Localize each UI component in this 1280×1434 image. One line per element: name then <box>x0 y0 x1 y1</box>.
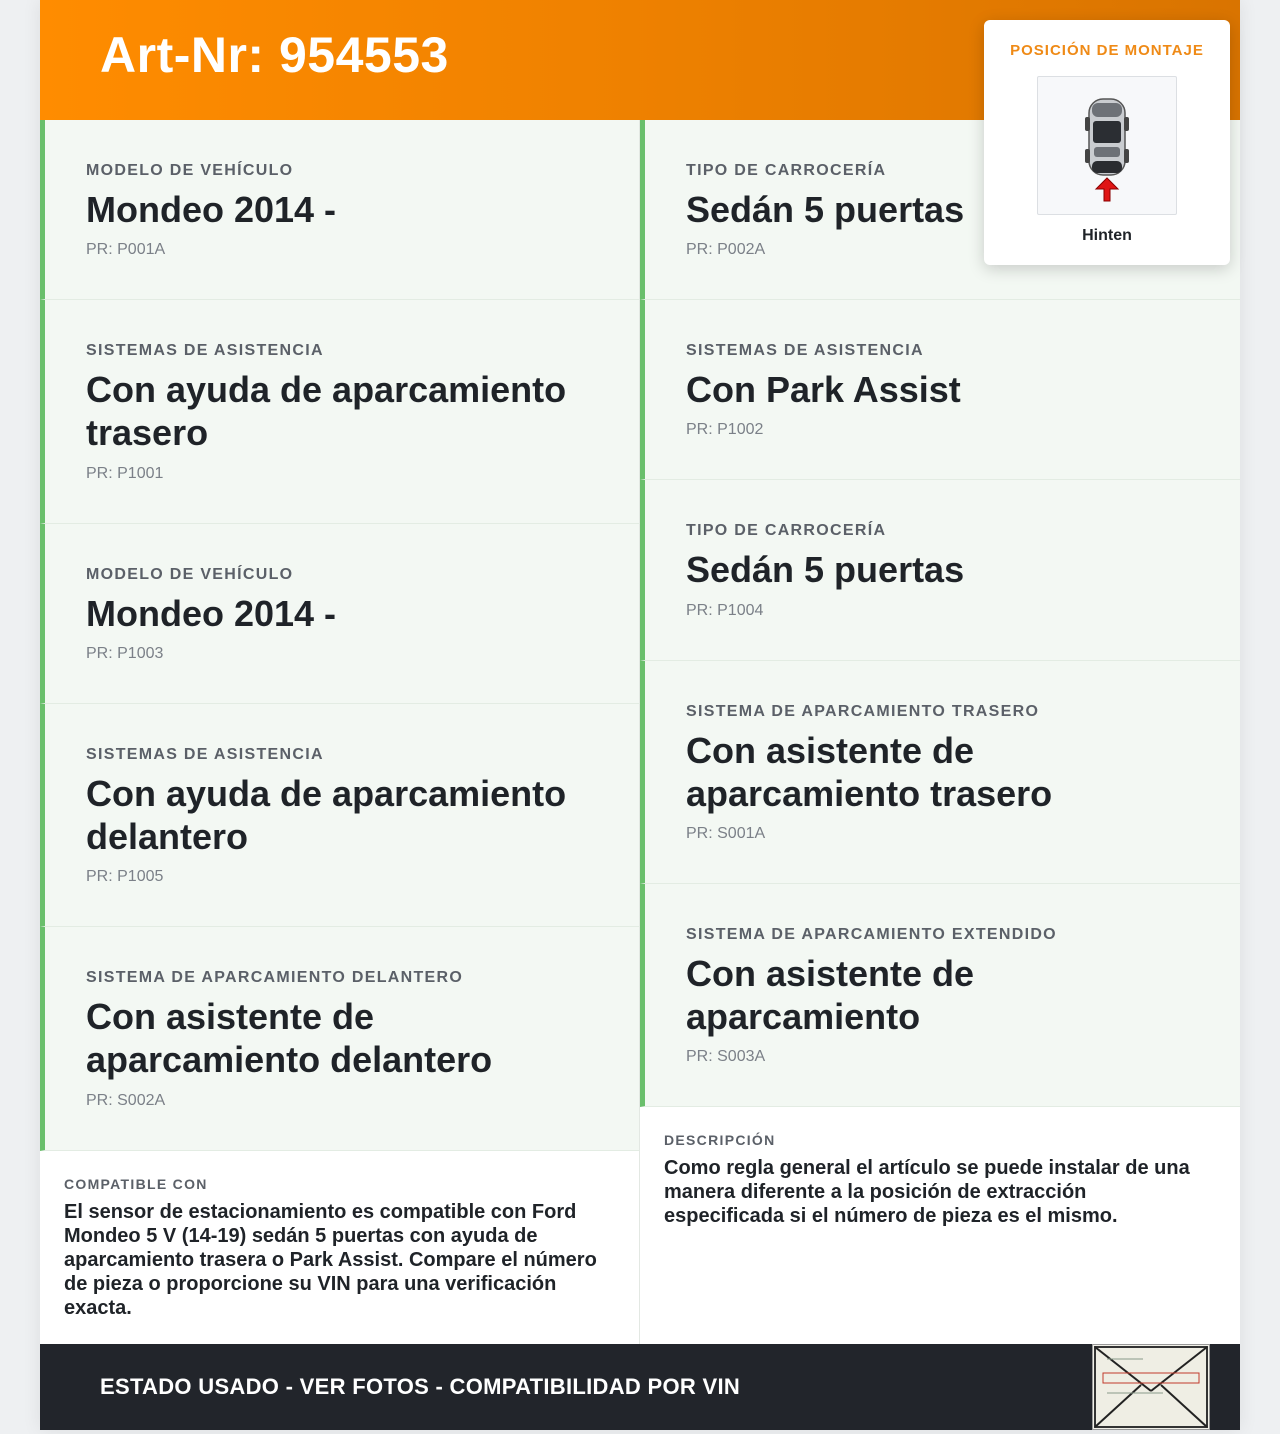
mounting-position-card <box>984 20 1230 265</box>
attribute-value: Mondeo 2014 - <box>86 593 337 634</box>
article-number-title: Art-Nr: 954553 <box>100 27 449 83</box>
attribute-value: Sedán 5 puertas <box>686 189 965 230</box>
attribute-label: SISTEMA DE APARCAMIENTO DELANTERO <box>86 969 464 986</box>
envelope-stamp-icon <box>1092 1344 1210 1430</box>
attribute-cell <box>40 300 640 524</box>
attribute-value: Mondeo 2014 - <box>86 189 337 230</box>
compatible-text: El sensor de estacionamiento es compatible con Ford Mondeo 5 V (14-19) sedán 5 puertas con ayuda de aparcamiento trasera o Park Assist. Compare el número de pieza o proporcione su VIN para una verificación exacta. <box>64 1201 597 1319</box>
attribute-cell <box>640 300 1240 480</box>
compatible-section <box>40 1151 640 1344</box>
description-text: Como regla general el artículo se puede instalar de una manera diferente a la posición de extracción especificada si el número de pieza es el mismo. <box>664 1157 1190 1227</box>
attribute-cell <box>40 927 640 1151</box>
attribute-pr-code: PR: P1002 <box>686 421 764 438</box>
attribute-label: TIPO DE CARROCERÍA <box>686 162 887 179</box>
attribute-pr-code: PR: P1003 <box>86 645 164 662</box>
attribute-label: MODELO DE VEHÍCULO <box>86 162 294 179</box>
description-label: DESCRIPCIÓN <box>664 1132 776 1148</box>
attribute-value: Con asistente de aparcamiento delantero <box>86 996 493 1080</box>
description-section <box>640 1107 1240 1344</box>
attribute-value: Con ayuda de aparcamiento delantero <box>86 773 567 857</box>
attribute-value: Sedán 5 puertas <box>686 549 965 590</box>
attribute-label: SISTEMAS DE ASISTENCIA <box>86 342 324 359</box>
attribute-value: Con ayuda de aparcamiento trasero <box>86 369 567 453</box>
attribute-pr-code: PR: P1005 <box>86 868 164 885</box>
attribute-label: SISTEMAS DE ASISTENCIA <box>86 746 324 763</box>
attribute-pr-code: PR: S001A <box>686 825 766 842</box>
attribute-value: Con Park Assist <box>686 369 961 410</box>
attribute-pr-code: PR: S002A <box>86 1092 166 1109</box>
attribute-cell <box>40 120 640 300</box>
footer-bar <box>40 1344 1240 1430</box>
attribute-value: Con asistente de aparcamiento trasero <box>686 730 1053 814</box>
attribute-pr-code: PR: S003A <box>686 1048 766 1065</box>
attribute-value: Con asistente de aparcamiento <box>686 953 975 1037</box>
attribute-pr-code: PR: P001A <box>86 241 166 258</box>
footer-status-text: ESTADO USADO - VER FOTOS - COMPATIBILIDAD POR VIN <box>100 1374 741 1399</box>
attribute-label: SISTEMA DE APARCAMIENTO TRASERO <box>686 703 1040 720</box>
attribute-cell <box>640 661 1240 884</box>
attribute-cell <box>640 884 1240 1107</box>
mounting-position-label: POSICIÓN DE MONTAJE <box>1010 42 1204 59</box>
attribute-pr-code: PR: P1004 <box>686 602 764 619</box>
attribute-cell <box>40 704 640 927</box>
product-sheet <box>40 0 1240 1430</box>
attribute-label: MODELO DE VEHÍCULO <box>86 566 294 583</box>
attribute-label: SISTEMAS DE ASISTENCIA <box>686 342 924 359</box>
attribute-cell <box>40 524 640 704</box>
attribute-pr-code: PR: P1001 <box>86 465 164 482</box>
car-rear-arrow-icon <box>1037 76 1177 215</box>
mounting-position-caption: Hinten <box>1082 227 1132 244</box>
attribute-cell <box>640 480 1240 661</box>
attribute-label: TIPO DE CARROCERÍA <box>686 522 887 539</box>
attribute-label: SISTEMA DE APARCAMIENTO EXTENDIDO <box>686 926 1057 943</box>
attribute-pr-code: PR: P002A <box>686 241 766 258</box>
compatible-label: COMPATIBLE CON <box>64 1176 208 1192</box>
